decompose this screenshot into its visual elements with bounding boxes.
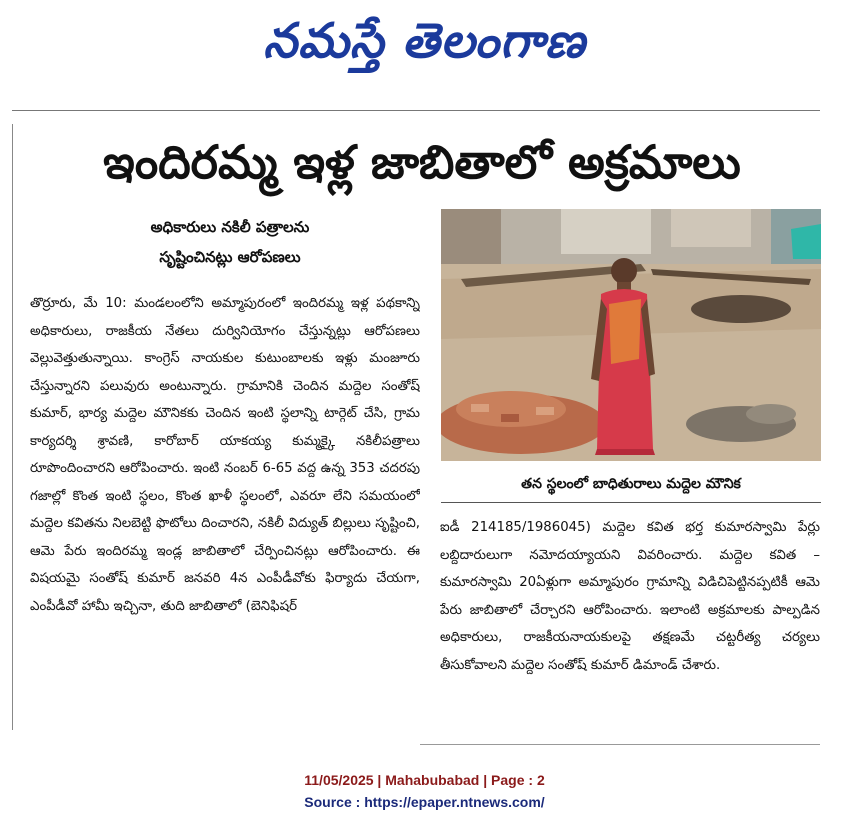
subhead-line-2: సృష్టించినట్లు ఆరోపణలు xyxy=(159,248,301,266)
article-body-left: తొర్రూరు, మే 10: మండలంలోని అమ్మాపురంలో ఇందిరమ్మ ఇళ్ల పథకాన్ని అధికారులు, రాజకీయ నేతలు దుర్వినియోగం చేస్తున్నట్లు ఆరోపణలు వెల్లువెత్తుతున్నాయి. కాంగ్రెస్ నాయకుల కుటుంబాలకు ఇళ్లు మంజూరు చేస్తున్నారని పలువురు అంటున్నారు. గ్రామానికి చెందిన మద్దెల సంతోష్ కుమార్, భార్య మద్దెల మౌనికకు చెందిన ఇంటి స్థలాన్ని టార్గెట్ చేసి, గ్రామ కార్యదర్శి శ్రావణి, కారోబార్ యాకయ్య కుమ్మక్కై నకిలీపత్రాలు రూపొందించారని ఆరోపించారు. ఇంటి నంబర్ 6-65 వద్ద ఉన్న 353 చదరపు గజాల్లో కొంత ఇంటి స్థలం, కొంత ఖాళీ స్థలంలో, ఎవరూ లేని సమయంలో మద్దెల కవితను నిలబెట్టి ఫొటోలు దించారని, నకిలీ విద్యుత్ బిల్లులు సృష్టించి, ఆమె పేరు ఇందిరమ్మ ఇండ్ల జాబితాలో చేర్పించినట్లు ఆరోపించారు. ఈ విషయమై సంతోష్ కుమార్ జనవరి 4న ఎంపీడీవోకు ఫిర్యాదు చేయగా, ఎంపీడీవో హామీ ఇచ్చినా, తుది జాబితాలో (బెనిఫిషర్ xyxy=(30,296,420,614)
article-photo xyxy=(441,209,821,461)
article-end-divider xyxy=(420,744,820,745)
masthead-title: నమస్తే తెలంగాణ xyxy=(263,13,586,69)
subhead-line-1: అధికారులు నకిలీ పత్రాలను xyxy=(150,218,310,236)
column-border-left xyxy=(12,124,13,730)
masthead-divider xyxy=(12,110,820,111)
article-subhead xyxy=(60,212,400,272)
article-body-right: ఐడీ 214185/1986045) మద్దెల కవిత భర్త కుమారస్వామి పేర్లు లబ్దిదారులుగా నమోదయ్యాయని వివరించారు. మద్దెల కవిత – కుమారస్వామి 20ఏళ్లుగా అమ్మాపురం గ్రామాన్ని విడిచిపెట్టినప్పటికీ ఆమె పేరు జాబితాలో చేర్చారని ఆరోపించారు. ఇలాంటి అక్రమాలకు పాల్పడిన అధికారులు, రాజకీయనాయకులపై తక్షణమే చట్టరీత్య చర్యలు తీసుకోవాలని మద్దెల సంతోష్ కుమార్ డిమాండ్ చేశారు. xyxy=(440,520,820,673)
article-headline: ఇందిరమ్మ ఇళ్ల జాబితాలో అక్రమాలు xyxy=(103,135,741,189)
footer-date-line: 11/05/2025 | Mahabubabad | Page : 2 xyxy=(304,772,545,788)
footer-source-line: Source : https://epaper.ntnews.com/ xyxy=(304,794,545,810)
photo-woman-at-site xyxy=(441,209,821,461)
photo-caption: తన స్థలంలో బాధితురాలు మద్దెల మౌనిక xyxy=(441,466,821,503)
